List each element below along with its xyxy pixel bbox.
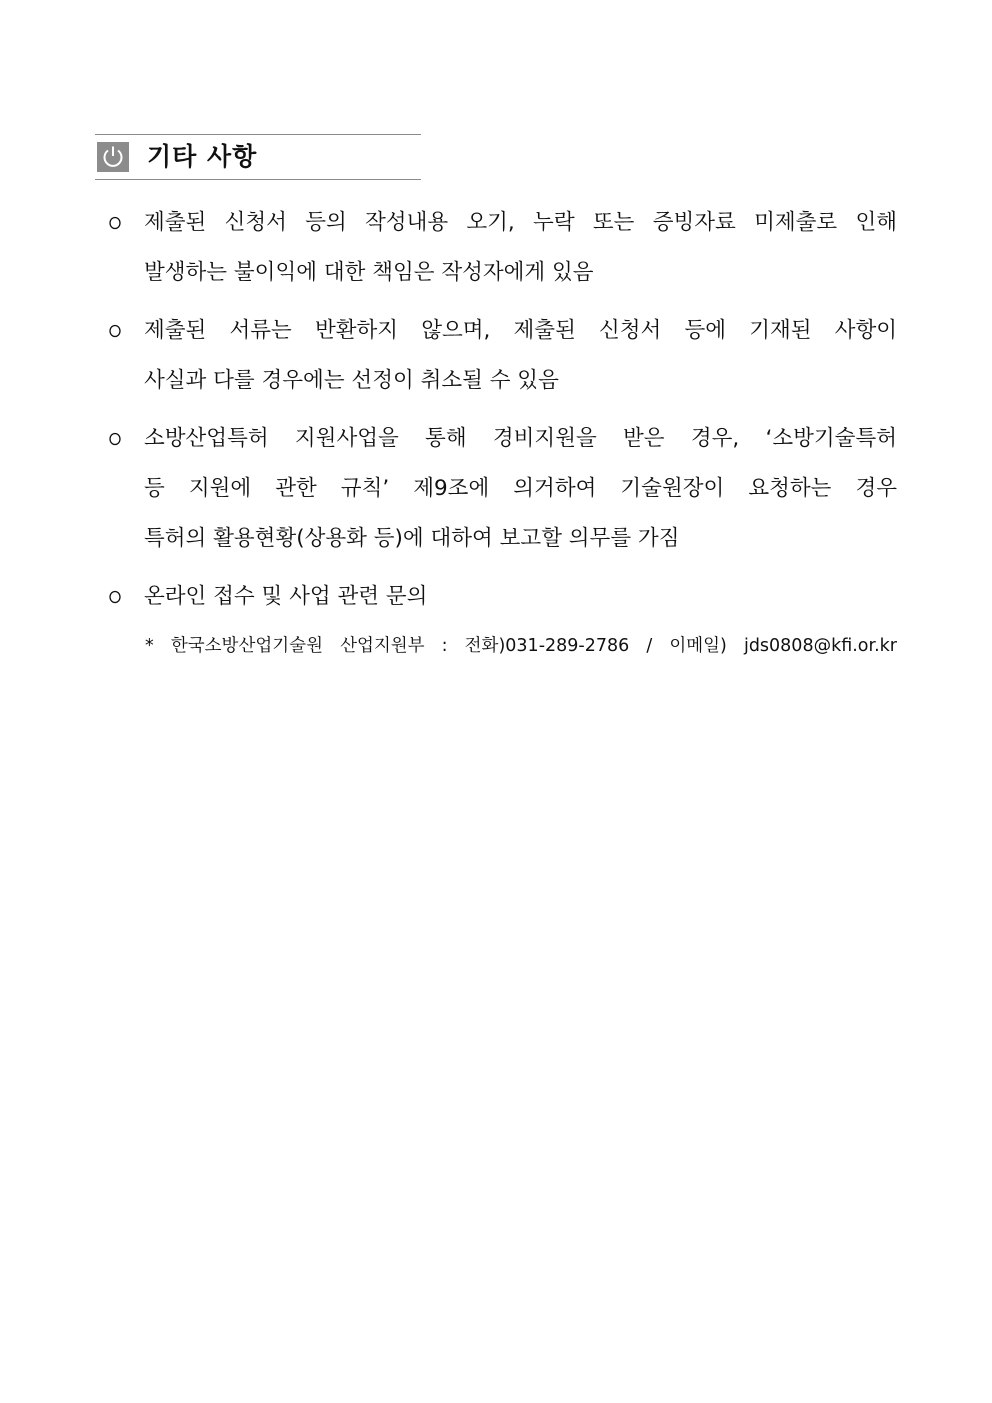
- item-text-line: 온라인 접수 및 사업 관련 문의: [144, 584, 428, 609]
- circle-bullet-icon: [108, 324, 122, 338]
- item-text-line: 특허의 활용현황(상용화 등)에 대하여 보고할 의무를 가짐: [144, 526, 680, 551]
- item-text-line: 제출된 서류는 반환하지 않으며, 제출된 신청서 등에 기재된 사항이: [144, 318, 897, 343]
- item-text-line: 제출된 신청서 등의 작성내용 오기, 누락 또는 증빙자료 미제출로 인해: [144, 210, 897, 235]
- circle-bullet-icon: [108, 216, 122, 230]
- section-header: [95, 134, 421, 180]
- contact-note: * 한국소방산업기술원 산업지원부 : 전화)031-289-2786 / 이메일) jds0808@kfi.or.kr: [145, 636, 897, 656]
- power-icon: [97, 142, 129, 172]
- item-text-line: 사실과 다를 경우에는 선정이 취소될 수 있음: [144, 368, 559, 393]
- section-title: 기타 사항: [147, 142, 258, 171]
- item-text-line: 등 지원에 관한 규칙’ 제9조에 의거하여 기술원장이 요청하는 경우: [144, 476, 897, 501]
- circle-bullet-icon: [108, 590, 122, 604]
- item-text-line: 소방산업특허 지원사업을 통해 경비지원을 받은 경우, ‘소방기술특허: [144, 426, 897, 451]
- circle-bullet-icon: [108, 432, 122, 446]
- item-text-line: 발생하는 불이익에 대한 책임은 작성자에게 있음: [144, 260, 594, 285]
